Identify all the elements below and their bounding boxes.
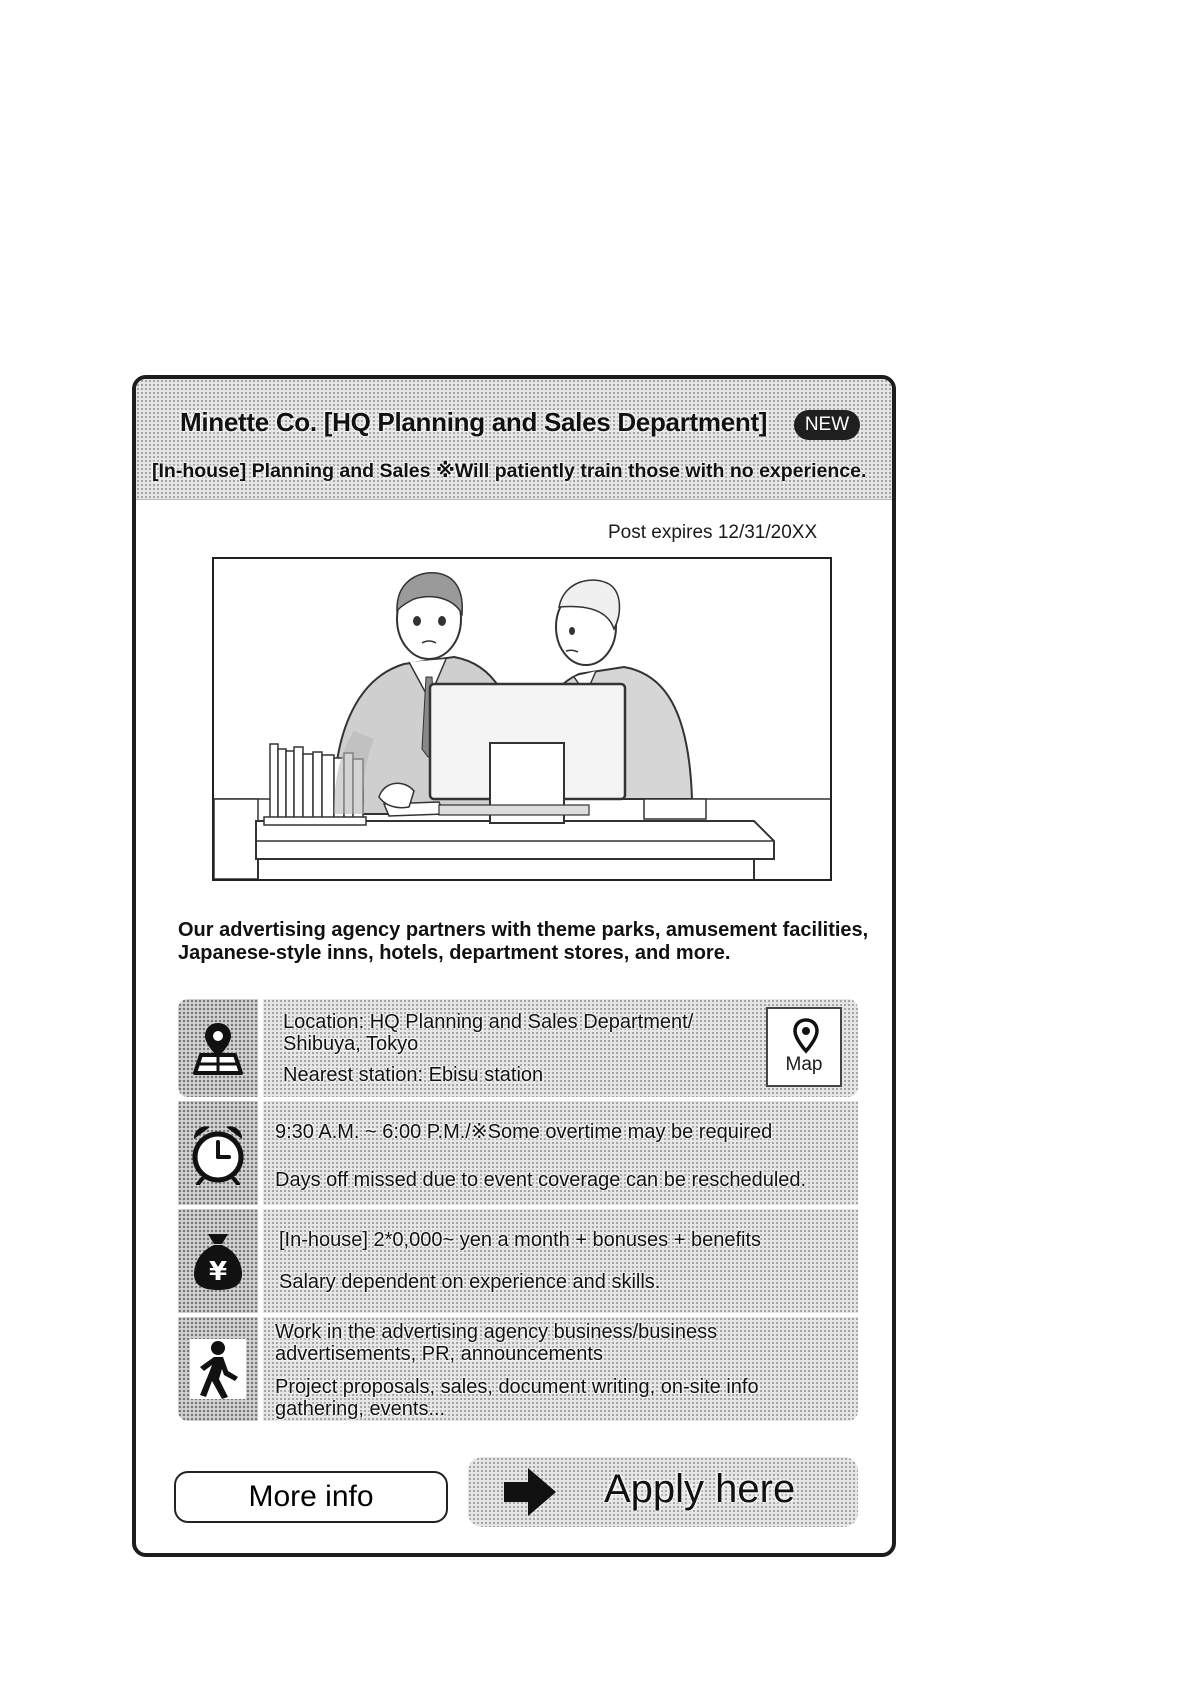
salary-icon-cell — [178, 1209, 263, 1313]
right-arrow-icon — [502, 1466, 558, 1518]
days-off-note: Days off missed due to event coverage can be rescheduled. — [275, 1169, 807, 1191]
salary-note: Salary dependent on experience and skills. — [279, 1271, 661, 1293]
salary-amount: [In-house] 2*0,000~ yen a month + bonuses + benefits — [279, 1229, 762, 1251]
duties-tasks: Project proposals, sales, document writing, on-site info — [275, 1376, 759, 1398]
hours-details — [263, 1101, 858, 1205]
posting-header — [136, 379, 892, 500]
map-button-label: Map — [785, 1054, 823, 1075]
office-scene-image — [214, 559, 830, 879]
company-description: Our advertising agency partners with theme parks, amusement facilities, Japanese-style inns, hotels, department stores, and more. — [178, 919, 869, 964]
office-illustration — [212, 557, 832, 881]
new-badge: NEW — [794, 410, 860, 440]
walking-person-icon — [190, 1339, 246, 1399]
more-info-button[interactable]: More info — [174, 1471, 448, 1523]
job-duties-row — [178, 1317, 858, 1421]
job-subtitle: [In-house] Planning and Sales ※Will patiently train those with no experience. — [152, 460, 867, 482]
job-posting-card — [132, 375, 896, 1557]
money-bag-yen-icon — [190, 1230, 246, 1292]
yen-symbol: ¥ — [208, 1257, 228, 1287]
working-hours: 9:30 A.M. ~ 6:00 P.M./※Some overtime may be required — [275, 1121, 773, 1143]
alarm-clock-icon — [188, 1121, 248, 1185]
location-row — [178, 999, 858, 1097]
location-line: Location: HQ Planning and Sales Department/ — [283, 1011, 694, 1033]
nearest-station: Nearest station: Ebisu station — [283, 1064, 544, 1086]
location-icon-cell — [178, 999, 263, 1097]
location-city: Shibuya, Tokyo — [283, 1033, 419, 1055]
duties-icon-cell — [178, 1317, 263, 1421]
post-expiry-date: Post expires 12/31/20XX — [608, 522, 818, 543]
duties-tasks-cont: gathering, events... — [275, 1398, 446, 1420]
apply-button[interactable] — [468, 1457, 858, 1527]
company-title[interactable]: Minette Co. [HQ Planning and Sales Department] — [180, 407, 768, 437]
location-details — [263, 999, 858, 1097]
duties-business-cont: advertisements, PR, announcements — [275, 1343, 603, 1365]
location-map-icon — [189, 1019, 247, 1077]
hours-icon-cell — [178, 1101, 263, 1205]
apply-button-label: Apply here — [604, 1467, 796, 1511]
map-pin-icon — [792, 1018, 820, 1054]
duties-business: Work in the advertising agency business/business — [275, 1321, 718, 1343]
working-hours-row — [178, 1101, 858, 1205]
salary-row — [178, 1209, 858, 1313]
map-button[interactable] — [766, 1007, 842, 1087]
salary-details — [263, 1209, 858, 1313]
duties-details — [263, 1317, 858, 1421]
